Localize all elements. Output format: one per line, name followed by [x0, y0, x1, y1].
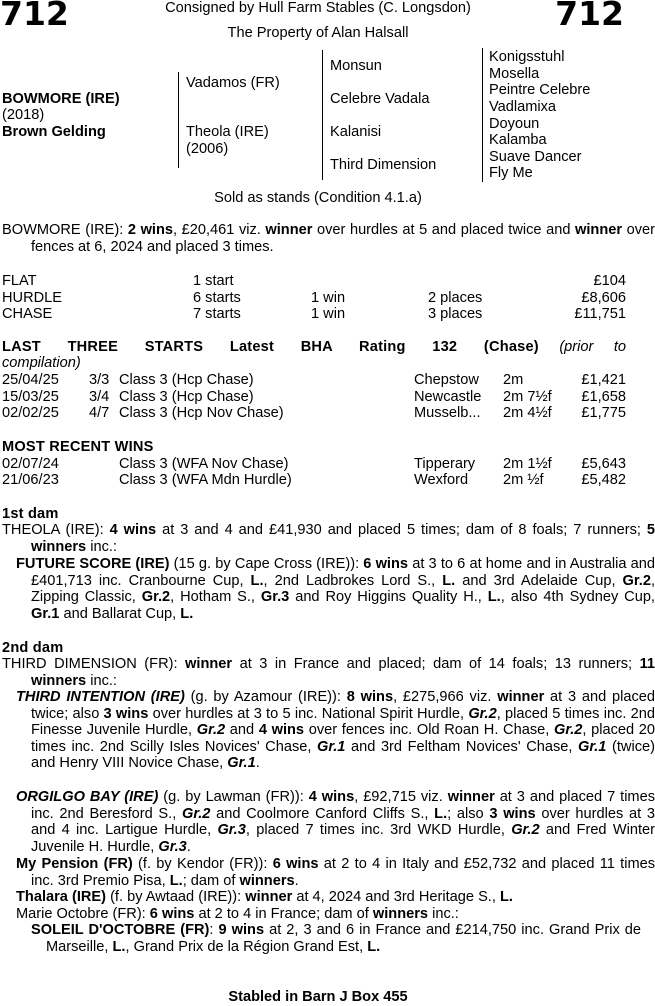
- g3-name: Konigsstuhl: [489, 49, 565, 65]
- second-dam-produce: Marie Octobre (FR): 6 wins at 2 to 4 in France; dam of winners inc.:: [16, 906, 459, 922]
- table-row: 02/07/24 Class 3 (WFA Nov Chase) Tipperary 2m 1½f £5,643: [2, 456, 626, 472]
- record-row: HURDLE 6 starts 1 win 2 places £8,606: [2, 290, 626, 306]
- table-row: 02/02/25 4/7 Class 3 (Hcp Nov Chase) Musselb... 2m 4½f £1,775: [2, 405, 626, 421]
- property: The Property of Alan Halsall: [227, 25, 409, 41]
- g3-name: Suave Dancer: [489, 149, 582, 165]
- second-dam-produce: ORGILGO BAY (IRE) (g. by Lawman (FR)): 4 wins, £92,715 viz. winner at 3 and placed 7 times inc. 2nd Beresford S., Gr.2 and Coolmore Canford Cliffs S., L.; also 3 wins over hurdles at 3 and 4 inc. Lartigue Hurdle, Gr.3, placed 7 times inc. 3rd WKD Hurdle, Gr.2 and Fred Winter Juvenile H. Hurdle, Gr.3.: [16, 789, 655, 855]
- second-dam-record: THIRD DIMENSION (FR): winner at 3 in France and placed; dam of 14 foals; 13 runners; 11 winners inc.:: [2, 656, 655, 689]
- consignor: Consigned by Hull Farm Stables (C. Longsdon): [165, 0, 471, 16]
- horse-name: BOWMORE (IRE): [2, 91, 120, 107]
- g3-name: Fly Me: [489, 165, 533, 181]
- record-row: CHASE 7 starts 1 win 3 places £11,751: [2, 306, 626, 322]
- g3-name: Kalamba: [489, 132, 547, 148]
- recent-wins-heading: MOST RECENT WINS: [2, 439, 154, 455]
- last-three-heading: LAST THREE STARTS Latest BHA Rating 132 (Chase) (prior to: [2, 339, 627, 355]
- pedigree-divider: [482, 48, 483, 182]
- dam-year: (2006): [186, 141, 229, 157]
- pedigree-divider: [178, 120, 179, 168]
- stabling-location: Stabled in Barn J Box 455: [228, 989, 408, 1005]
- g3-name: Peintre Celebre: [489, 82, 591, 98]
- lot-number-left: 712: [0, 0, 69, 33]
- race-summary: BOWMORE (IRE): 2 wins, £20,461 viz. winner over hurdles at 5 and placed twice and winner over fences at 6, 2024 and placed 3 times.: [2, 222, 655, 255]
- first-dam-heading: 1st dam: [2, 506, 59, 522]
- dam: Theola (IRE): [186, 124, 269, 140]
- record-row: FLAT 1 start £104: [2, 273, 626, 289]
- second-dam-heading: 2nd dam: [2, 640, 64, 656]
- horse-description: Brown Gelding: [2, 124, 106, 140]
- lot-number-right: 712: [555, 0, 624, 33]
- last-three-note: compilation): [2, 355, 81, 371]
- pedigree-divider: [178, 72, 179, 120]
- second-dam-produce: Thalara (IRE) (f. by Awtaad (IRE)): winner at 4, 2024 and 3rd Heritage S., L.: [16, 889, 513, 905]
- dam-dam: Third Dimension: [330, 157, 437, 173]
- sire: Vadamos (FR): [186, 75, 280, 91]
- dam-sire: Kalanisi: [330, 124, 382, 140]
- table-row: 21/06/23 Class 3 (WFA Mdn Hurdle) Wexford 2m ½f £5,482: [2, 472, 626, 488]
- sire-sire: Monsun: [330, 58, 382, 74]
- g3-name: Doyoun: [489, 116, 540, 132]
- second-dam-produce: THIRD INTENTION (IRE) (g. by Azamour (IRE)): 8 wins, £275,966 viz. winner at 3 and placed twice; also 3 wins over hurdles at 3 to 5 inc. National Spirit Hurdle, Gr.2, placed 5 times inc. 2nd Finesse Juvenile Hurdle, Gr.2 and 4 wins over fences inc. Old Roan H. Chase, Gr.2, placed 20 times inc. 2nd Scilly Isles Novices' Chase, Gr.1 and 3rd Feltham Novices' Chase, Gr.1 (twice) and Henry VIII Novice Chase, Gr.1.: [16, 689, 655, 772]
- pedigree-divider: [322, 50, 323, 180]
- table-row: 25/04/25 3/3 Class 3 (Hcp Chase) Chepstow 2m £1,421: [2, 372, 626, 388]
- first-dam-produce: FUTURE SCORE (IRE) (15 g. by Cape Cross (IRE)): 6 wins at 3 to 6 at home and in Australia and £401,713 inc. Cranbourne Cup, L., 2nd Ladbrokes Lord S., L. and 3rd Adelaide Cup, Gr.2, Zipping Classic, Gr.2, Hotham S., Gr.3 and Roy Higgins Quality H., L., also 4th Sydney Cup, Gr.1 and Ballarat Cup, L.: [16, 556, 655, 622]
- g3-name: Mosella: [489, 66, 540, 82]
- first-dam-record: THEOLA (IRE): 4 wins at 3 and 4 and £41,930 and placed 5 times; dam of 8 foals; 7 runners; 5 winners inc.:: [2, 522, 655, 555]
- horse-year: (2018): [2, 107, 45, 123]
- third-generation-produce: SOLEIL D'OCTOBRE (FR): 9 wins at 2, 3 and 6 in France and £214,750 inc. Grand Prix de Marseille, L., Grand Prix de la Région Grand Est, L.: [31, 922, 642, 955]
- table-row: 15/03/25 3/4 Class 3 (Hcp Chase) Newcastle 2m 7½f £1,658: [2, 389, 626, 405]
- sale-condition: Sold as stands (Condition 4.1.a): [214, 190, 422, 206]
- g3-name: Vadlamixa: [489, 99, 557, 115]
- sire-dam: Celebre Vadala: [330, 91, 430, 107]
- second-dam-produce: My Pension (FR) (f. by Kendor (FR)): 6 wins at 2 to 4 in Italy and £52,732 and placed 11 times inc. 3rd Premio Pisa, L.; dam of winners.: [16, 856, 655, 889]
